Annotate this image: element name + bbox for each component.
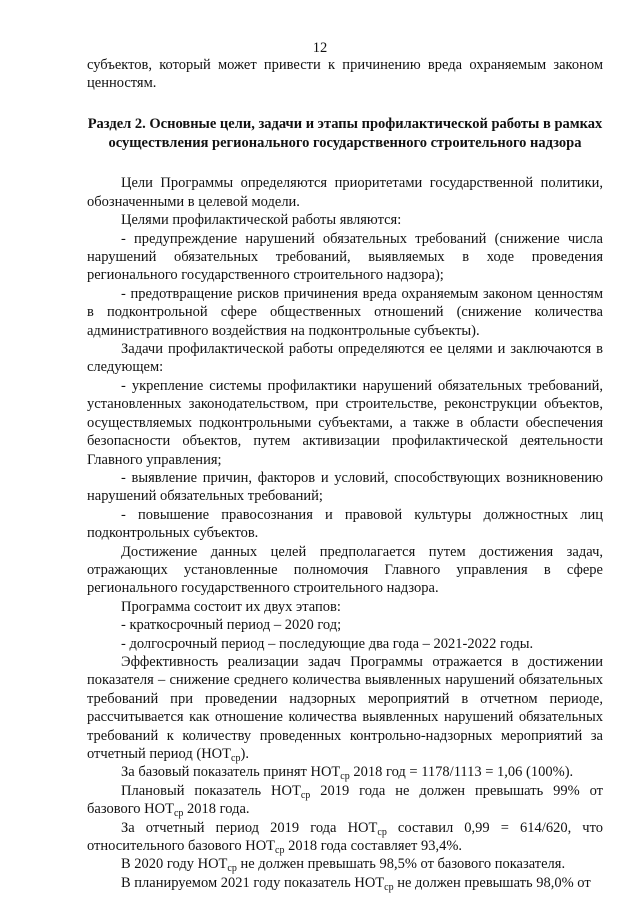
- planned-indicator-text-2: 2019 года не должен превышать 99% от базового НОТ: [87, 782, 604, 818]
- list-item-task-3: - повышение правосознания и правовой культуры должностных лиц подконтрольных субъектов.: [87, 506, 603, 542]
- list-item-task-1: - укрепление системы профилактики нарушений обязательных требований, установленных законодательством, при строительстве, реконструкции объектов, осуществляемых подконтрольными субъектами, а также в области обеспечения безопасности объектов, путем активизации профилактической деятельности Главного управления;: [87, 377, 603, 468]
- base-indicator-text: За базовый показатель принят НОТ: [121, 764, 341, 781]
- paragraph-efficiency: [87, 653, 603, 763]
- paragraph-planned-indicator: [87, 782, 603, 819]
- reporting-text-3: 2018 года составляет 93,4%.: [284, 838, 463, 855]
- reporting-text-2: составил 0,99 = 614/620, что относительного базового НОТ: [87, 819, 603, 855]
- page-number: 12: [312, 40, 328, 56]
- target-2020-text: В 2020 году НОТ: [121, 856, 228, 873]
- planned-indicator-text: Плановый показатель НОТ: [121, 782, 301, 799]
- subscript-sr: ср: [377, 826, 387, 838]
- planned-indicator-text-3: 2018 года.: [183, 801, 250, 818]
- subscript-sr: ср: [227, 863, 237, 875]
- list-item-task-2: - выявление причин, факторов и условий, способствующих возникновению нарушений обязательных требований;: [87, 469, 603, 505]
- paragraph-stages-title: Программа состоит их двух этапов:: [121, 598, 341, 615]
- subscript-sr: ср: [275, 845, 285, 857]
- target-2021-text: В планируемом 2021 году показатель НОТ: [121, 874, 385, 891]
- page-body: [87, 56, 603, 892]
- subscript-sr: ср: [340, 771, 350, 783]
- list-item-stage-2: - долгосрочный период – последующие два года – 2021-2022 годы.: [121, 635, 534, 652]
- list-item-stage-1: - краткосрочный период – 2020 год;: [121, 617, 342, 634]
- list-item-goal-1: - предупреждение нарушений обязательных требований (снижение числа нарушений обязательных требований, выявляемых в ходе проведения регионального государственного строительного надзора);: [87, 230, 603, 284]
- reporting-text: За отчетный период 2019 года НОТ: [121, 819, 378, 836]
- list-item-goal-2: - предотвращение рисков причинения вреда охраняемым законом ценностям в подконтрольной сфере общественных отношений (снижение количества административного воздействия на подконтрольные субъекты).: [87, 285, 603, 339]
- paragraph-tasks-intro: Задачи профилактической работы определяются ее целями и заключаются в следующем:: [87, 341, 603, 376]
- subscript-sr: ср: [231, 753, 241, 764]
- target-2021-text-2: не должен превышать 98,0% от: [393, 874, 591, 891]
- base-indicator-value: 2018 год = 1178/1113 = 1,06 (100%).: [349, 764, 574, 781]
- paragraph-2021-target: [87, 874, 603, 892]
- target-2020-text-2: не должен превышать 98,5% от базового показателя.: [236, 856, 566, 873]
- paragraph-2020-target: [87, 855, 603, 873]
- paragraph-base-indicator: [87, 763, 603, 781]
- paragraph-goals-list-title: Целями профилактической работы являются:: [121, 212, 402, 229]
- subscript-sr: ср: [300, 789, 311, 801]
- paragraph-reporting-period: [87, 819, 603, 856]
- efficiency-text: Эффективность реализации задач Программы отражается в достижении показателя – снижение среднего количества выявленных нарушений обязательных требований при проведении надзорных мероприятий в отчетном периоде, рассчитывается как отношение количества выявленных нарушений обязательных требований к количеству проведенных контрольно-надзорных мероприятий за отчетный период (НОТ: [87, 653, 603, 762]
- paragraph-achievement: Достижение данных целей предполагается путем достижения задач, отражающих установленные полномочия Главного управления в сфере регионального государственного строительного надзора.: [87, 543, 603, 597]
- subscript-sr: ср: [384, 881, 394, 893]
- subscript-sr: ср: [173, 808, 184, 820]
- efficiency-text-end: ).: [240, 746, 249, 762]
- paragraph-goals-intro: Цели Программы определяются приоритетами государственной политики, обозначенными в целевой модели.: [87, 175, 603, 210]
- section-heading: Раздел 2. Основные цели, задачи и этапы профилактической работы в рамках осуществления регионального государственного строительного надзора: [87, 115, 603, 151]
- paragraph-continuation: субъектов, который может привести к причинению вреда охраняемым законом ценностям.: [87, 57, 603, 92]
